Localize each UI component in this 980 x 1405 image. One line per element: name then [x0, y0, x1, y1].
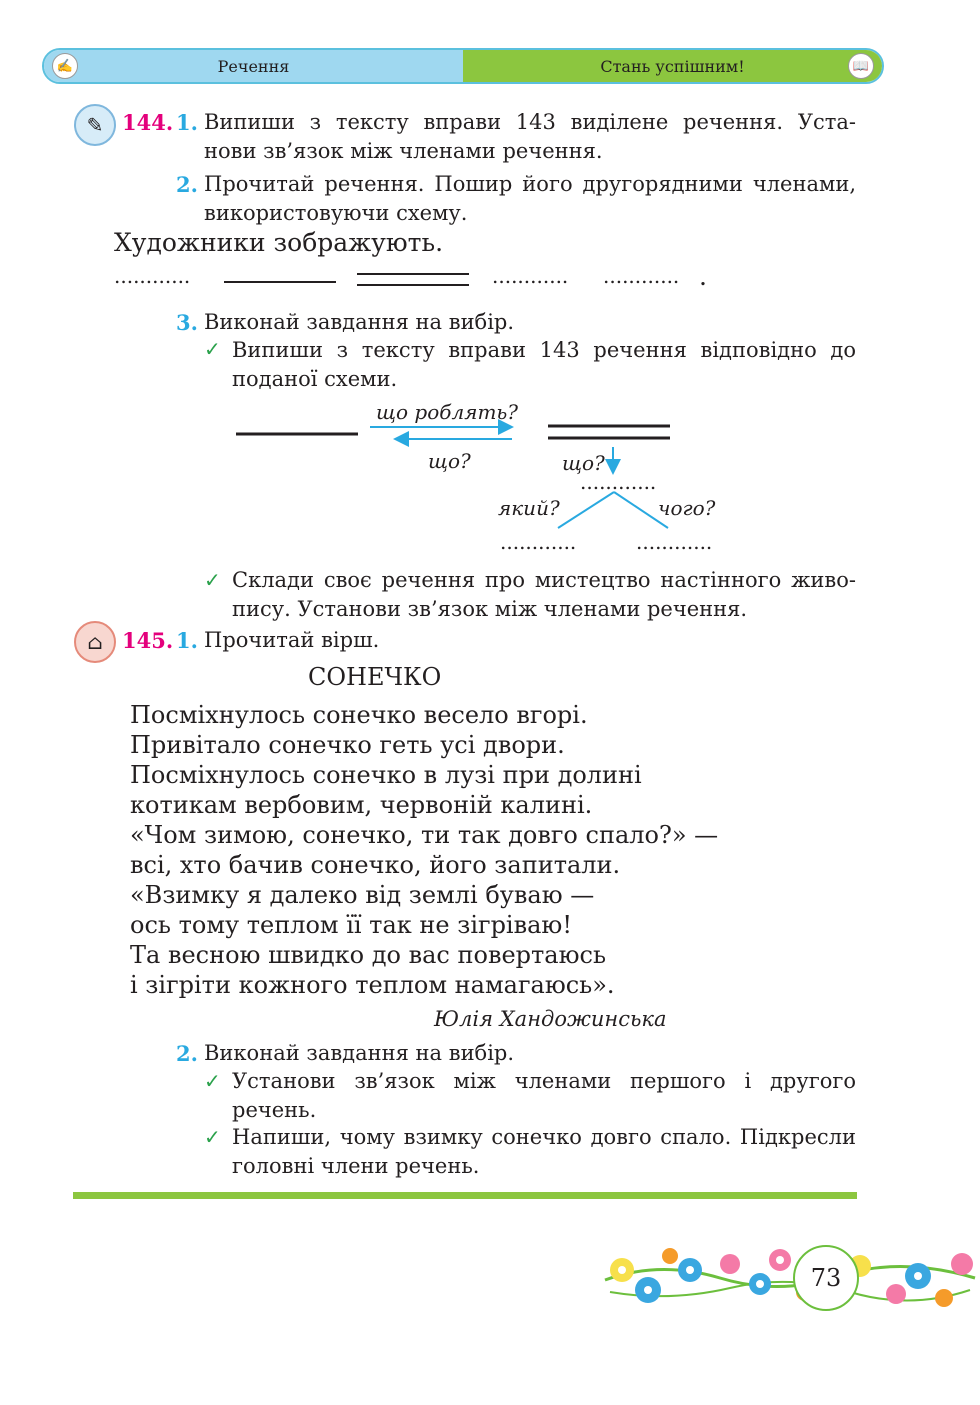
poem-line: Привітало сонечко геть усі двори.: [130, 731, 565, 759]
header-section-right: [463, 50, 882, 82]
pen-icon: ✍: [52, 53, 78, 79]
write-icon: ✎: [74, 104, 116, 146]
section-divider: [73, 1192, 857, 1199]
predicate-line-bottom: [357, 284, 469, 286]
poem-author: Юлія Хандожинська: [434, 1007, 667, 1031]
poem-line: Посміхнулось сонечко весело вгорі.: [130, 701, 588, 729]
house-icon: ⌂: [74, 621, 116, 663]
task144-item1-line2: нови зв’язок між членами речення.: [204, 139, 603, 163]
task145-choice2-line2: головні члени речень.: [232, 1154, 480, 1178]
flowers-decoration: [600, 1240, 980, 1312]
branch-left: [558, 492, 614, 528]
check-icon: ✓: [204, 568, 221, 592]
header-section-left: [44, 50, 463, 82]
question-what-1: що?: [428, 449, 471, 473]
poem-line: всі, хто бачив сонечко, його запитали.: [130, 851, 621, 879]
task144-choice2-line2: пису. Установи зв’язок між членами речення.: [232, 597, 748, 621]
page-number-badge: [793, 1245, 859, 1311]
subtask-number: 2.: [176, 1041, 198, 1066]
task-number-145: 145.: [122, 628, 174, 653]
header-left-label: Речення: [217, 56, 290, 76]
page-header: [42, 48, 884, 84]
task144-item2-line1: Прочитай речення. Пошир його другорядними членами,: [204, 172, 856, 196]
scheme-dots: ............: [603, 264, 680, 288]
task145-choice2-line1: Напиши, чому взимку сонечко довго спало. Підкресли: [232, 1125, 856, 1149]
task145-item2-text: Виконай завдання на вибір.: [204, 1041, 515, 1065]
scheme-period: .: [699, 262, 707, 291]
check-icon: ✓: [204, 337, 221, 361]
question-which: який?: [498, 496, 560, 520]
poem-line: «Чом зимою, сонечко, ти так довго спало?» —: [130, 821, 719, 849]
poem-line: «Взимку я далеко від землі буваю —: [130, 881, 595, 909]
header-right-label: Стань успішним!: [600, 56, 745, 76]
task144-item1-line1: Випиши з тексту вправи 143 виділене речення. Уста-: [204, 110, 856, 134]
question-whose: чого?: [658, 496, 716, 520]
task144-choice1-line1: Випиши з тексту вправи 143 речення відповідно до: [232, 338, 856, 362]
check-icon: ✓: [204, 1069, 221, 1093]
question-what-2: що?: [562, 451, 605, 475]
task145-choice1-line1: Установи зв’язок між членами першого і другого: [232, 1069, 856, 1093]
page-number: 73: [810, 1264, 842, 1292]
poem-line: і зігріти кожного теплом намагаюсь».: [130, 971, 615, 999]
flower-garland: [605, 1248, 975, 1307]
predicate-line-top: [357, 273, 469, 275]
question-what-do: що роблять?: [376, 400, 519, 424]
check-icon: ✓: [204, 1125, 221, 1149]
poem-line: Та весною швидко до вас повертаюсь: [130, 941, 607, 969]
subtask-number: 3.: [176, 310, 198, 335]
scheme-dots: ............: [580, 470, 657, 494]
poem-line: Посміхнулось сонечко в лузі при долині: [130, 761, 642, 789]
scheme-dots: ............: [492, 264, 569, 288]
subtask-number: 1.: [176, 110, 198, 135]
task145-item1-text: Прочитай вірш.: [204, 628, 380, 652]
subtask-number: 1.: [176, 628, 198, 653]
book-icon: 📖: [848, 53, 874, 79]
task144-item2-line2: використовуючи схему.: [204, 201, 468, 225]
subtask-number: 2.: [176, 172, 198, 197]
subject-line: [224, 281, 336, 283]
task-number-144: 144.: [122, 110, 174, 135]
poem-title: СОНЕЧКО: [308, 663, 442, 691]
poem-line: ось тому теплом її так не зігріваю!: [130, 911, 572, 939]
scheme-dots: ............: [500, 530, 577, 554]
task144-choice2-line1: Склади своє речення про мистецтво настінного живо-: [232, 568, 856, 592]
poem-line: котикам вербовим, червоній калині.: [130, 791, 593, 819]
task144-choice1-line2: поданої схеми.: [232, 367, 398, 391]
task145-choice1-line2: речень.: [232, 1098, 317, 1122]
scheme-dots: ............: [636, 530, 713, 554]
example-sentence: Художники зображують.: [114, 228, 444, 257]
scheme-dots: ............: [114, 264, 191, 288]
task144-item3-text: Виконай завдання на вибір.: [204, 310, 515, 334]
